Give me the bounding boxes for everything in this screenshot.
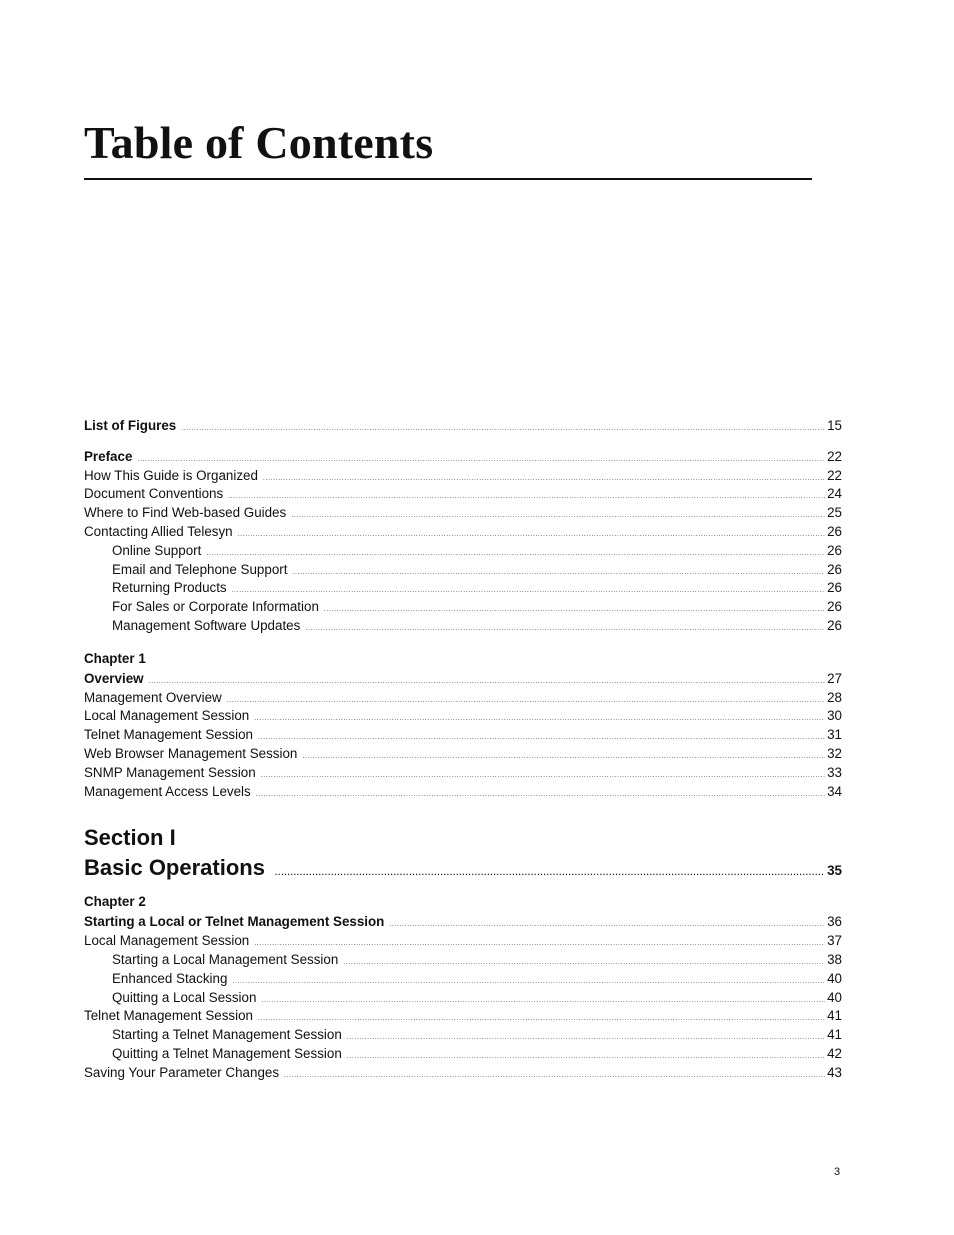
- toc-entry-label: Returning Products: [112, 580, 227, 596]
- toc-entry-page: 26: [827, 542, 842, 558]
- toc-entry-page: 26: [827, 599, 842, 615]
- spacer: [84, 801, 842, 823]
- toc-entry-label: Management Access Levels: [84, 783, 251, 799]
- dot-leader: [347, 1053, 825, 1060]
- toc-entry[interactable]: [84, 745, 842, 764]
- dot-leader: [238, 531, 825, 538]
- dot-leader: [227, 697, 825, 704]
- toc-entry-label: Management Software Updates: [112, 617, 301, 633]
- toc-entry-label: Starting a Telnet Management Session: [112, 1027, 342, 1043]
- toc-entry-page: 30: [827, 708, 842, 724]
- toc-entry-page: 40: [827, 970, 842, 986]
- dot-leader: [302, 753, 825, 760]
- toc-entry-label: Overview: [84, 670, 144, 686]
- toc-entry-page: 35: [827, 863, 842, 879]
- toc-entry-page: 37: [827, 933, 842, 949]
- dot-leader: [254, 715, 825, 722]
- dot-leader: [232, 587, 825, 594]
- toc-entry-label: Document Conventions: [84, 486, 224, 502]
- dot-leader: [137, 456, 825, 463]
- toc-entry-page: 28: [827, 689, 842, 705]
- toc-entry-page: 32: [827, 745, 842, 761]
- toc-entry-label: Enhanced Stacking: [112, 970, 228, 986]
- toc-entry-page: 41: [827, 1008, 842, 1024]
- toc-entry-label: Local Management Session: [84, 933, 250, 949]
- toc-entry-label: Local Management Session: [84, 708, 250, 724]
- toc-entry-label: Online Support: [112, 542, 202, 558]
- toc-entry-page: 31: [827, 727, 842, 743]
- dot-leader: [232, 978, 825, 985]
- toc-entry-page: 26: [827, 580, 842, 596]
- dot-leader: [263, 475, 825, 482]
- toc-entry[interactable]: [84, 783, 842, 802]
- toc-entry-label: Quitting a Local Session: [112, 989, 257, 1005]
- dot-leader: [284, 1072, 825, 1079]
- dot-leader: [149, 678, 826, 685]
- toc-subentry[interactable]: [84, 1045, 842, 1064]
- dot-leader: [261, 772, 825, 779]
- toc-entry-label: Contacting Allied Telesyn: [84, 523, 233, 539]
- toc-entry-page: 15: [827, 418, 842, 433]
- toc-subentry[interactable]: [84, 598, 842, 617]
- dot-leader: [305, 625, 825, 632]
- dot-leader: [292, 569, 825, 576]
- toc-entry-label: Web Browser Management Session: [84, 745, 298, 761]
- toc-subentry[interactable]: [84, 617, 842, 636]
- toc-entry[interactable]: [84, 523, 842, 542]
- page-number: 3: [834, 1166, 841, 1178]
- toc-entry-label: Starting a Local or Telnet Management Session: [84, 914, 385, 930]
- dot-leader: [291, 512, 825, 519]
- dot-leader: [389, 921, 825, 928]
- dot-leader: [258, 1015, 825, 1022]
- toc-entry-page: 22: [827, 448, 842, 464]
- dot-leader: [343, 959, 825, 966]
- toc-entry-page: 38: [827, 951, 842, 967]
- toc-entry-label: Telnet Management Session: [84, 727, 253, 743]
- toc-entry-page: 41: [827, 1027, 842, 1043]
- toc-entry-label: Telnet Management Session: [84, 1008, 253, 1024]
- dot-leader: [324, 606, 825, 613]
- toc-entry-page: 25: [827, 505, 842, 521]
- toc-entry-page: 26: [827, 617, 842, 633]
- toc-entry-label: Starting a Local Management Session: [112, 951, 339, 967]
- toc-entry-label: Quitting a Telnet Management Session: [112, 1045, 342, 1061]
- toc-entry-page: 43: [827, 1064, 842, 1080]
- toc-entry-page: 40: [827, 989, 842, 1005]
- spacer: [84, 636, 842, 650]
- toc-entry[interactable]: [84, 707, 842, 726]
- toc-entry[interactable]: [84, 1064, 842, 1083]
- toc-entry[interactable]: [84, 1007, 842, 1026]
- toc-entry-page: 42: [827, 1045, 842, 1061]
- dot-leader: [206, 550, 825, 557]
- spacer: [84, 436, 842, 448]
- chapter-label: Chapter 1: [84, 650, 146, 666]
- toc-subentry[interactable]: [84, 970, 842, 989]
- toc-entry-label: Management Overview: [84, 689, 222, 705]
- dot-leader: [275, 869, 825, 877]
- section-label: Section I: [84, 825, 176, 851]
- dot-leader: [228, 493, 825, 500]
- toc-entry-label: Preface: [84, 448, 133, 464]
- spacer: [84, 883, 842, 893]
- toc-subentry[interactable]: [84, 542, 842, 561]
- toc-list: [84, 417, 842, 1083]
- page-title: Table of Contents: [84, 117, 434, 168]
- toc-entry-label: Saving Your Parameter Changes: [84, 1064, 280, 1080]
- toc-entry-label: Basic Operations: [84, 855, 265, 881]
- toc-entry-preface[interactable]: [84, 448, 842, 467]
- dot-leader: [256, 791, 825, 798]
- toc-subentry[interactable]: [84, 579, 842, 598]
- toc-entry[interactable]: [84, 689, 842, 708]
- toc-entry[interactable]: [84, 467, 842, 486]
- title-rule: [84, 178, 812, 180]
- toc-entry-label: For Sales or Corporate Information: [112, 599, 319, 615]
- dot-leader: [181, 425, 825, 432]
- toc-entry-section-title[interactable]: [84, 853, 842, 883]
- dot-leader: [254, 940, 825, 947]
- toc-entry[interactable]: [84, 504, 842, 523]
- toc-entry-chapter-title[interactable]: [84, 913, 842, 932]
- toc-entry-label: Email and Telephone Support: [112, 561, 288, 577]
- toc-entry[interactable]: [84, 764, 842, 783]
- toc-subentry[interactable]: [84, 1026, 842, 1045]
- dot-leader: [258, 734, 825, 741]
- toc-entry[interactable]: [84, 932, 842, 951]
- toc-entry-label: How This Guide is Organized: [84, 467, 258, 483]
- toc-entry-page: 36: [827, 914, 842, 930]
- dot-leader: [261, 997, 825, 1004]
- toc-entry-page: 26: [827, 561, 842, 577]
- toc-entry-label: List of Figures: [84, 418, 177, 433]
- toc-entry-label: Where to Find Web-based Guides: [84, 505, 287, 521]
- toc-entry[interactable]: [84, 485, 842, 504]
- toc-subentry[interactable]: [84, 951, 842, 970]
- toc-entry[interactable]: [84, 726, 842, 745]
- toc-entry-page: 27: [827, 670, 842, 686]
- toc-entry-page: 22: [827, 467, 842, 483]
- toc-subentry[interactable]: [84, 561, 842, 580]
- toc-subentry[interactable]: [84, 989, 842, 1008]
- toc-entry-list-of-figures[interactable]: [84, 417, 842, 436]
- toc-entry-chapter-title[interactable]: [84, 670, 842, 689]
- toc-entry-page: 26: [827, 523, 842, 539]
- toc-entry-page: 34: [827, 783, 842, 799]
- toc-entry-page: 24: [827, 486, 842, 502]
- toc-entry-label: SNMP Management Session: [84, 764, 256, 780]
- chapter-label: Chapter 2: [84, 894, 146, 910]
- toc-entry-page: 33: [827, 764, 842, 780]
- dot-leader: [347, 1034, 825, 1041]
